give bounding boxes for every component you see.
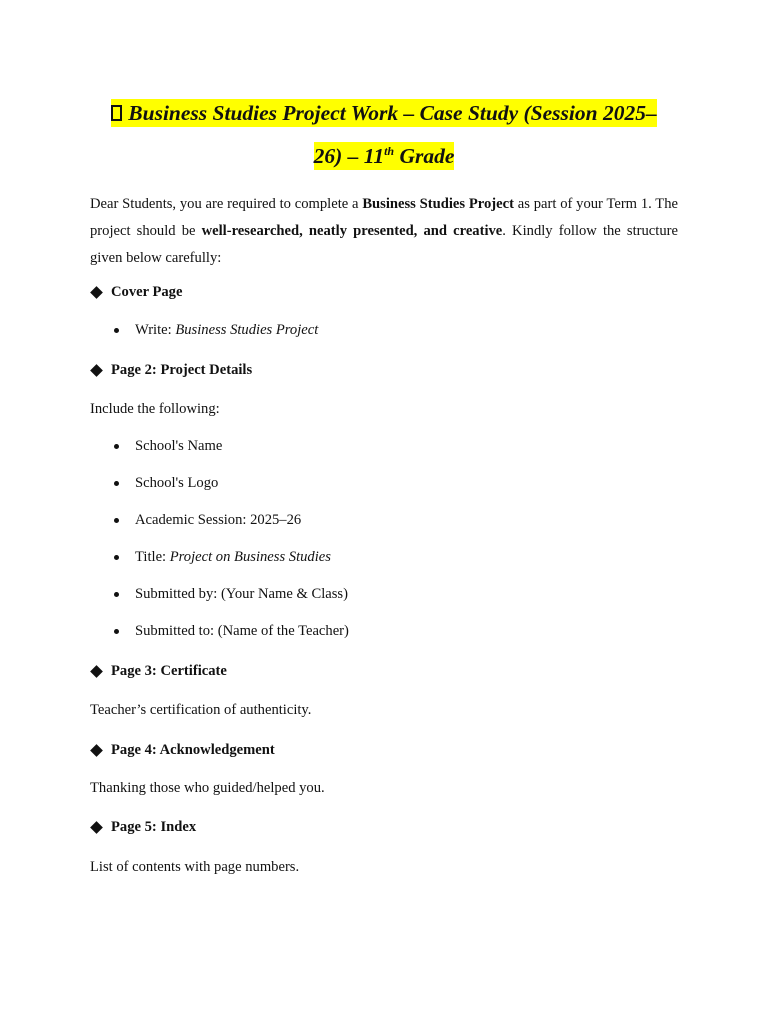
section-heading-page3: [90, 661, 678, 681]
title-line2-sup: th: [384, 144, 395, 158]
title-highlight-line2: [314, 142, 455, 170]
diamond-icon: [90, 286, 103, 299]
intro-text-3: . Kindly follow the structure given below carefully:: [90, 223, 678, 266]
page2-title-italic: Project on Business Studies: [169, 549, 331, 565]
document-title: [90, 92, 678, 178]
section-heading-cover: [90, 282, 678, 302]
title-line2-pre: 26) – 11: [313, 144, 385, 168]
page5-text: List of contents with page numbers.: [90, 859, 300, 875]
document-page: [90, 0, 678, 875]
intro-text-1: Dear Students, you are required to complete a: [90, 196, 363, 212]
list-item: [90, 584, 678, 604]
cover-bullet-prefix: Write:: [135, 322, 176, 338]
list-item: [90, 547, 678, 567]
section-heading-page5: [90, 817, 678, 837]
bullet-dot-icon: [114, 629, 119, 634]
page2-after-0: Submitted by: (Your Name & Class): [135, 586, 348, 602]
bullet-dot-icon: [114, 555, 119, 560]
diamond-icon: [90, 744, 103, 757]
title-line1: Business Studies Project Work – Case Study (Session 2025–: [128, 101, 657, 125]
page4-text: Thanking those who guided/helped you.: [90, 780, 325, 796]
section-heading-page4: [90, 740, 678, 760]
title-highlight-line1: [111, 99, 656, 127]
page2-item-2: Academic Session: 2025–26: [135, 512, 302, 528]
page2-after-1: Submitted to: (Name of the Teacher): [135, 623, 349, 639]
diamond-icon: [90, 364, 103, 377]
intro-bold-2: well-researched, neatly presented, and creative: [201, 223, 503, 239]
section-heading-page4-label: Page 4: Acknowledgement: [111, 742, 275, 758]
section-heading-page5-label: Page 5: Index: [111, 819, 197, 835]
page2-lead: Include the following:: [90, 401, 220, 417]
list-item: [90, 436, 678, 456]
diamond-icon: [90, 821, 103, 834]
page3-text: Teacher’s certification of authenticity.: [90, 702, 312, 718]
intro-bold-1: Business Studies Project: [362, 196, 514, 212]
intro-paragraph: [90, 191, 678, 272]
page2-bullet-list: [90, 436, 678, 641]
section-heading-page2-label: Page 2: Project Details: [111, 362, 253, 378]
section-heading-cover-label: Cover Page: [111, 284, 183, 300]
page2-item-0: School's Name: [135, 438, 223, 454]
cover-bullet-italic: Business Studies Project: [175, 322, 319, 338]
intro-text-2: as part of your Term 1. The project should be: [90, 196, 678, 239]
list-item: [90, 473, 678, 493]
bullet-dot-icon: [114, 592, 119, 597]
title-line2-post: Grade: [394, 144, 455, 168]
box-glyph-icon: [111, 105, 122, 121]
bullet-dot-icon: [114, 481, 119, 486]
page2-title-prefix: Title:: [135, 549, 170, 565]
bullet-dot-icon: [114, 444, 119, 449]
page2-item-1: School's Logo: [135, 475, 219, 491]
bullet-dot-icon: [114, 518, 119, 523]
section-heading-page2: [90, 360, 678, 380]
cover-bullet-list: [90, 320, 678, 340]
list-item: [90, 320, 678, 340]
bullet-dot-icon: [114, 328, 119, 333]
list-item: [90, 510, 678, 530]
section-heading-page3-label: Page 3: Certificate: [111, 663, 227, 679]
list-item: [90, 621, 678, 641]
diamond-icon: [90, 665, 103, 678]
